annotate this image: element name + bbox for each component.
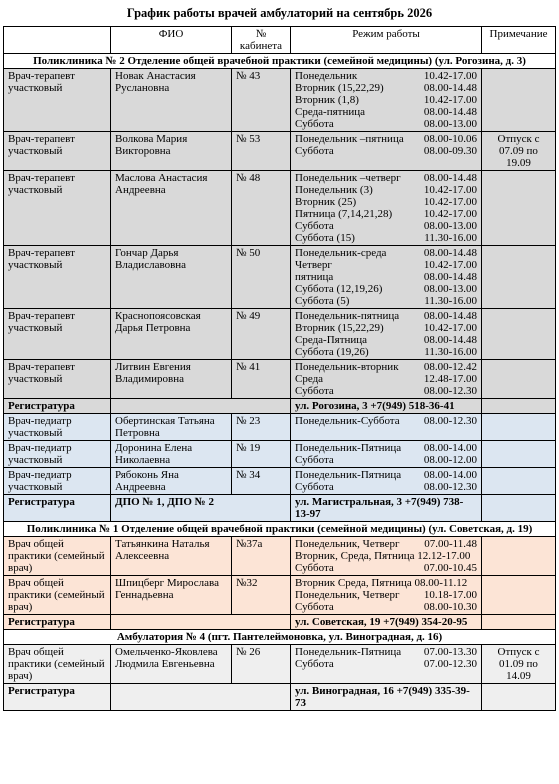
registry-address: ул. Виноградная, 16 +7(949) 335-39-73: [291, 684, 482, 711]
schedule-line: [295, 133, 477, 145]
registry-label: Регистратура: [4, 684, 111, 711]
schedule-time: [473, 550, 477, 562]
schedule-day: Суббота: [295, 481, 334, 493]
schedule-time: [473, 577, 477, 589]
registry-note: [482, 399, 556, 414]
doctor-position: Врач общей практики (семейный врач): [4, 537, 111, 576]
doctor-row: [4, 576, 556, 615]
schedule-line: [295, 589, 477, 601]
schedule-day: Понедельник –четверг: [295, 172, 401, 184]
registry-middle: [111, 399, 291, 414]
schedule-time: 11.30-16.00: [424, 346, 477, 358]
schedule-time: 08.00-12.30: [423, 481, 477, 493]
schedule-time: 08.00-09.30: [423, 145, 477, 157]
schedule-day: Четверг: [295, 259, 332, 271]
doctor-room: № 49: [232, 309, 291, 360]
registry-address: ул. Советская, 19 +7(949) 354-20-95: [291, 615, 482, 630]
schedule-day: Суббота (5): [295, 295, 350, 307]
doctor-room: № 50: [232, 246, 291, 309]
doctor-note: [482, 171, 556, 246]
doctor-position: Врач-терапевт участковый: [4, 69, 111, 132]
doctor-schedule: [291, 309, 482, 360]
schedule-line: [295, 295, 477, 307]
doctor-note: [482, 309, 556, 360]
schedule-time: 07.00-11.48: [424, 538, 477, 550]
schedule-time: 10.42-17.00: [423, 259, 477, 271]
schedule-line: [295, 310, 477, 322]
doctor-row: [4, 69, 556, 132]
schedule-line: [295, 259, 477, 271]
doctor-name: Гончар Дарья Владиславовна: [111, 246, 232, 309]
schedule-line: [295, 442, 477, 454]
doctor-room: № 26: [232, 645, 291, 684]
schedule-day: Вторник (25): [295, 196, 357, 208]
registry-row: [4, 495, 556, 522]
schedule-line: [295, 70, 477, 82]
registry-row: [4, 684, 556, 711]
schedule-day: Понедельник-Суббота: [295, 415, 400, 427]
schedule-line: [295, 373, 477, 385]
schedule-line: [295, 454, 477, 466]
doctor-row: [4, 537, 556, 576]
schedule-line: [295, 220, 477, 232]
schedule-line: [295, 361, 477, 373]
schedule-time: 08.00-14.48: [423, 247, 477, 259]
doctor-room: № 43: [232, 69, 291, 132]
schedule-day: Вторник (1,8): [295, 94, 359, 106]
schedule-time: 10.42-17.00: [423, 208, 477, 220]
doctor-name: Татьянкина Наталья Алексеевна: [111, 537, 232, 576]
doctor-name: Литвин Евгения Владимировна: [111, 360, 232, 399]
schedule-time: 08.00-10.30: [423, 601, 477, 613]
schedule-line: [295, 550, 477, 562]
schedule-table: [3, 26, 556, 711]
doctor-room: №37а: [232, 537, 291, 576]
doctor-name: Краснопоясовская Дарья Петровна: [111, 309, 232, 360]
section-heading-row: [4, 522, 556, 537]
doctor-name: Доронина Елена Николаевна: [111, 441, 232, 468]
doctor-name: Омельченко-Яковлева Людмила Евгеньевна: [111, 645, 232, 684]
doctor-schedule: [291, 132, 482, 171]
doctor-note: [482, 69, 556, 132]
doctor-position: Врач-педиатр участковый: [4, 441, 111, 468]
schedule-line: [295, 334, 477, 346]
registry-address: ул. Магистральная, 3 +7(949) 738-13-97: [291, 495, 482, 522]
schedule-line: [295, 538, 477, 550]
doctor-schedule: [291, 645, 482, 684]
schedule-time: 07.00-10.45: [423, 562, 477, 574]
doctor-name: Рябоконь Яна Андреевна: [111, 468, 232, 495]
schedule-line: [295, 481, 477, 493]
doctor-position: Врач-педиатр участковый: [4, 414, 111, 441]
doctor-room: № 19: [232, 441, 291, 468]
schedule-line: [295, 562, 477, 574]
doctor-row: [4, 246, 556, 309]
section-heading-row: [4, 630, 556, 645]
header-note: Примечание: [482, 27, 556, 54]
schedule-line: [295, 346, 477, 358]
schedule-day: Понедельник-пятница: [295, 310, 400, 322]
page-title: График работы врачей амбулаторий на сентябрь 2026: [126, 6, 433, 20]
schedule-time: 08.00-12.30: [423, 415, 477, 427]
header-name: ФИО: [111, 27, 232, 54]
registry-label: Регистратура: [4, 495, 111, 522]
doctor-schedule: [291, 69, 482, 132]
schedule-line: [295, 208, 477, 220]
schedule-day: Вторник (15,22,29): [295, 82, 384, 94]
registry-address: ул. Рогозина, 3 +7(949) 518-36-41: [291, 399, 482, 414]
schedule-time: 08.00-14.48: [423, 334, 477, 346]
schedule-time: 08.00-10.06: [423, 133, 477, 145]
schedule-day: Суббота: [295, 118, 334, 130]
doctor-position: Врач общей практики (семейный врач): [4, 576, 111, 615]
schedule-day: Суббота: [295, 220, 334, 232]
doctor-position: Врач-терапевт участковый: [4, 360, 111, 399]
schedule-day: Суббота (12,19,26): [295, 283, 383, 295]
doctor-note: [482, 246, 556, 309]
schedule-day: Понедельник: [295, 70, 358, 82]
schedule-day: Суббота: [295, 454, 334, 466]
doctor-room: № 48: [232, 171, 291, 246]
schedule-line: [295, 247, 477, 259]
doctor-note: [482, 360, 556, 399]
schedule-time: 07.00-13.30: [423, 646, 477, 658]
schedule-line: [295, 172, 477, 184]
schedule-line: [295, 658, 477, 670]
doctor-name: Шпицберг Мирослава Геннадьевна: [111, 576, 232, 615]
doctor-position: Врач общей практики (семейный врач): [4, 645, 111, 684]
schedule-day: Вторник, Среда, Пятница 12.12-17.00: [295, 550, 471, 562]
schedule-line: [295, 184, 477, 196]
schedule-day: Суббота: [295, 385, 334, 397]
schedule-day: Понедельник-Пятница: [295, 469, 402, 481]
doctor-room: № 53: [232, 132, 291, 171]
doctor-note: [482, 576, 556, 615]
schedule-day: Суббота (19,26): [295, 346, 369, 358]
schedule-time: 08.00-14.48: [423, 172, 477, 184]
schedule-day: Суббота (15): [295, 232, 355, 244]
registry-label: Регистратура: [4, 615, 111, 630]
schedule-time: 08.00-12.00: [423, 454, 477, 466]
schedule-time: 11.30-16.00: [424, 232, 477, 244]
section-heading: Поликлиника № 1 Отделение общей врачебной практики (семейной медицины) (ул. Советская, д. 19): [4, 522, 556, 537]
schedule-line: [295, 145, 477, 157]
registry-note: [482, 615, 556, 630]
schedule-day: Среда-Пятница: [295, 334, 368, 346]
schedule-time: 10.42-17.00: [423, 94, 477, 106]
doctor-room: № 34: [232, 468, 291, 495]
registry-row: [4, 615, 556, 630]
schedule-day: Понедельник-Пятница: [295, 442, 402, 454]
schedule-line: [295, 322, 477, 334]
schedule-time: 10.18-17.00: [423, 589, 477, 601]
schedule-time: 08.00-12.42: [423, 361, 477, 373]
schedule-line: [295, 601, 477, 613]
doctor-schedule: [291, 441, 482, 468]
schedule-time: 07.00-12.30: [423, 658, 477, 670]
schedule-time: 08.00-14.48: [423, 310, 477, 322]
schedule-line: [295, 82, 477, 94]
doctor-note: [482, 537, 556, 576]
doctor-row: [4, 360, 556, 399]
header-schedule: Режим работы: [291, 27, 482, 54]
doctor-row: [4, 132, 556, 171]
schedule-line: [295, 469, 477, 481]
doctor-position: Врач-терапевт участковый: [4, 246, 111, 309]
schedule-day: Вторник (15,22,29): [295, 322, 384, 334]
schedule-time: 10.42-17.00: [423, 196, 477, 208]
doctor-row: [4, 441, 556, 468]
schedule-line: [295, 106, 477, 118]
schedule-day: Понедельник-вторник: [295, 361, 399, 373]
doctor-schedule: [291, 537, 482, 576]
registry-label: Регистратура: [4, 399, 111, 414]
schedule-line: [295, 118, 477, 130]
schedule-line: [295, 196, 477, 208]
section-heading: Амбулатория № 4 (пгт. Пантелеймоновка, ул. Виноградная, д. 16): [4, 630, 556, 645]
doctor-name: Маслова Анастасия Андреевна: [111, 171, 232, 246]
doctor-position: Врач-терапевт участковый: [4, 132, 111, 171]
doctor-name: Волкова Мария Викторовна: [111, 132, 232, 171]
doctor-note: [482, 468, 556, 495]
section-heading-row: [4, 54, 556, 69]
schedule-time: 08.00-13.00: [423, 118, 477, 130]
schedule-time: 08.00-12.30: [423, 385, 477, 397]
doctor-schedule: [291, 360, 482, 399]
schedule-day: Понедельник, Четверг: [295, 589, 400, 601]
doctor-schedule: [291, 246, 482, 309]
doctor-room: № 23: [232, 414, 291, 441]
doctor-row: [4, 171, 556, 246]
schedule-day: Понедельник, Четверг: [295, 538, 400, 550]
schedule-day: Суббота: [295, 145, 334, 157]
registry-row: [4, 399, 556, 414]
doctor-note: [482, 441, 556, 468]
schedule-day: Суббота: [295, 658, 334, 670]
doctor-note: Отпуск с 01.09 по 14.09: [482, 645, 556, 684]
schedule-line: [295, 385, 477, 397]
doctor-position: Врач-педиатр участковый: [4, 468, 111, 495]
doctor-schedule: [291, 468, 482, 495]
doctor-schedule: [291, 414, 482, 441]
doctor-room: № 41: [232, 360, 291, 399]
doctor-note: [482, 414, 556, 441]
schedule-day: Суббота: [295, 601, 334, 613]
schedule-day: Понедельник-среда: [295, 247, 387, 259]
doctor-note: Отпуск с 07.09 по 19.09: [482, 132, 556, 171]
schedule-time: 08.00-14.48: [423, 271, 477, 283]
header-row: [4, 27, 556, 54]
registry-middle: [111, 684, 291, 711]
schedule-time: 12.48-17.00: [423, 373, 477, 385]
schedule-line: [295, 94, 477, 106]
schedule-line: [295, 271, 477, 283]
schedule-time: 11.30-16.00: [424, 295, 477, 307]
schedule-time: 08.00-14.00: [423, 442, 477, 454]
doctor-schedule: [291, 171, 482, 246]
header-room: № кабинета: [232, 27, 291, 54]
schedule-day: Понедельник-Пятница: [295, 646, 402, 658]
schedule-time: 08.00-14.00: [423, 469, 477, 481]
schedule-line: [295, 283, 477, 295]
schedule-day: Понедельник –пятница: [295, 133, 404, 145]
schedule-time: 08.00-13.00: [423, 220, 477, 232]
schedule-time: 10.42-17.00: [423, 70, 477, 82]
doctor-name: Новак Анастасия Руслановна: [111, 69, 232, 132]
header-position: [4, 27, 111, 54]
schedule-line: [295, 415, 477, 427]
doctor-room: №32: [232, 576, 291, 615]
doctor-name: Обертинская Татьяна Петровна: [111, 414, 232, 441]
doctor-row: [4, 414, 556, 441]
schedule-day: Среда: [295, 373, 324, 385]
schedule-day: Понедельник (3): [295, 184, 373, 196]
schedule-day: Вторник Среда, Пятница 08.00-11.12: [295, 577, 468, 589]
schedule-day: Пятница (7,14,21,28): [295, 208, 393, 220]
schedule-time: 08.00-13.00: [423, 283, 477, 295]
registry-note: [482, 495, 556, 522]
schedule-time: 08.00-14.48: [423, 106, 477, 118]
schedule-time: 08.00-14.48: [423, 82, 477, 94]
doctor-position: Врач-терапевт участковый: [4, 309, 111, 360]
schedule-day: пятница: [295, 271, 334, 283]
registry-note: [482, 684, 556, 711]
schedule-line: [295, 232, 477, 244]
schedule-time: 10.42-17.00: [423, 322, 477, 334]
doctor-schedule: [291, 576, 482, 615]
doctor-row: [4, 468, 556, 495]
section-heading: Поликлиника № 2 Отделение общей врачебной практики (семейной медицины) (ул. Рогозина, д. 3): [4, 54, 556, 69]
doctor-row: [4, 309, 556, 360]
registry-middle: ДПО № 1, ДПО № 2: [111, 495, 291, 522]
schedule-day: Суббота: [295, 562, 334, 574]
doctor-position: Врач-терапевт участковый: [4, 171, 111, 246]
doctor-row: [4, 645, 556, 684]
schedule-time: 10.42-17.00: [423, 184, 477, 196]
registry-middle: [111, 615, 291, 630]
schedule-line: [295, 646, 477, 658]
schedule-line: [295, 577, 477, 589]
schedule-day: Среда-пятница: [295, 106, 366, 118]
